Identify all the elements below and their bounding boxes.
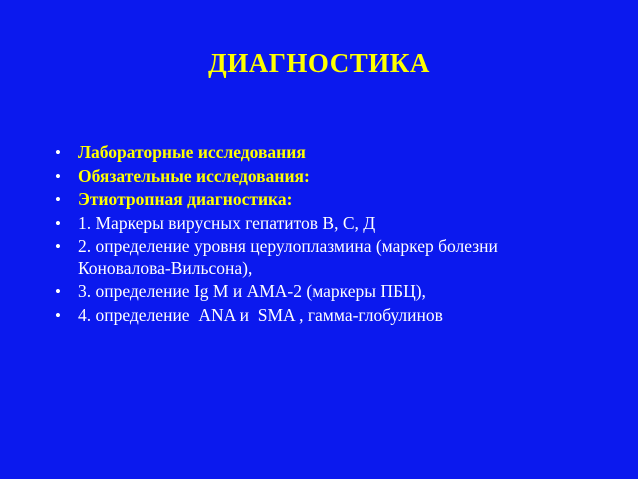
bullet-list (50, 142, 610, 328)
bullet-item-ceruloplasmin (50, 236, 610, 279)
bullet-text: 1. Маркеры вирусных гепатитов В, С, Д (78, 212, 376, 233)
bullet-icon: • (55, 282, 61, 301)
bullet-icon: • (55, 166, 61, 186)
bullet-item-igm-ama (50, 281, 610, 303)
bullet-icon: • (55, 190, 61, 209)
bullet-item-hepatitis-markers (50, 213, 610, 235)
bullet-icon: • (55, 237, 61, 256)
bullet-text: 2. определение уровня церулоплазмина (маркер болезни Коновалова-Вильсона), (78, 236, 498, 278)
bullet-item-laboratory (50, 142, 610, 164)
bullet-icon: • (55, 305, 61, 325)
bullet-icon: • (55, 143, 61, 162)
bullet-text: Обязательные исследования: (78, 165, 310, 186)
slide-title: ДИАГНОСТИКА (208, 48, 430, 78)
bullet-text: 4. определение ANA и SMA , гамма-глобулинов (78, 304, 443, 325)
bullet-text: Этиотропная диагностика: (78, 189, 293, 209)
bullet-item-mandatory (50, 166, 610, 188)
bullet-item-etiotropic (50, 189, 610, 211)
bullet-text: Лабораторные исследования (78, 142, 306, 162)
bullet-icon: • (55, 213, 61, 233)
bullet-item-ana-sma (50, 305, 610, 327)
bullet-text: 3. определение Ig M и АМА-2 (маркеры ПБЦ), (78, 281, 426, 301)
